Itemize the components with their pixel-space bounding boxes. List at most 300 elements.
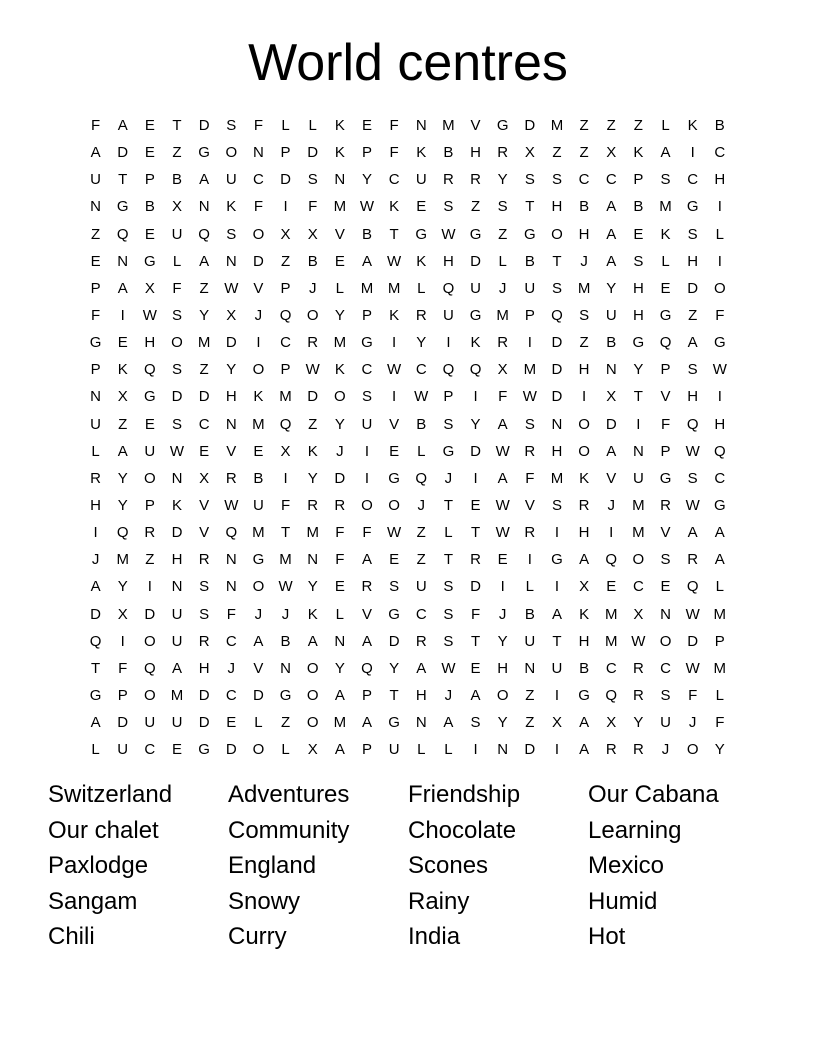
grid-letter: Z — [308, 415, 318, 433]
grid-letter: X — [117, 605, 128, 623]
grid-letter: R — [334, 497, 346, 515]
word-list-item: Hot — [588, 923, 626, 951]
grid-letter: B — [579, 659, 590, 677]
grid-letter: X — [226, 307, 237, 325]
grid-letter: S — [551, 279, 562, 297]
grid-letter: C — [280, 334, 291, 352]
grid-letter: A — [687, 524, 698, 542]
grid-letter: M — [333, 334, 347, 352]
grid-letter: L — [525, 578, 534, 596]
grid-letter: M — [170, 687, 184, 705]
grid-letter: E — [144, 144, 155, 162]
grid-letter: S — [226, 117, 237, 135]
grid-letter: M — [279, 388, 292, 406]
grid-letter: L — [254, 714, 263, 732]
grid-letter: D — [551, 361, 563, 379]
grid-letter: F — [253, 117, 263, 135]
grid-letter: A — [579, 714, 590, 732]
grid-letter: S — [171, 415, 182, 433]
grid-letter: C — [687, 171, 699, 189]
grid-letter: I — [120, 632, 125, 650]
grid-letter: O — [306, 307, 319, 325]
grid-letter: U — [524, 279, 536, 297]
grid-letter: R — [632, 741, 644, 759]
grid-letter: P — [524, 307, 535, 325]
grid-letter: E — [144, 117, 155, 135]
grid-letter: I — [527, 551, 532, 569]
grid-letter: F — [498, 388, 508, 406]
grid-letter: T — [525, 198, 535, 216]
grid-letter: M — [496, 307, 509, 325]
grid-letter: V — [361, 605, 372, 623]
grid-letter: U — [442, 307, 454, 325]
grid-letter: C — [225, 632, 237, 650]
grid-letter: N — [90, 198, 101, 216]
grid-letter: D — [171, 524, 183, 542]
grid-letter: U — [415, 171, 427, 189]
grid-letter: I — [283, 469, 288, 487]
grid-letter: H — [198, 659, 210, 677]
grid-letter: M — [550, 117, 564, 135]
grid-letter: Q — [551, 307, 563, 325]
grid-letter: S — [579, 307, 590, 325]
grid-letter: J — [580, 252, 588, 270]
grid-letter: B — [443, 144, 454, 162]
grid-letter: T — [633, 388, 643, 406]
grid-letter: Z — [579, 144, 589, 162]
grid-letter: B — [361, 225, 372, 243]
grid-letter: M — [632, 524, 645, 542]
grid-letter: G — [116, 198, 129, 216]
grid-letter: C — [578, 171, 590, 189]
grid-letter: J — [498, 279, 507, 297]
word-list-item: Sangam — [48, 887, 138, 915]
grid-letter: E — [334, 252, 345, 270]
grid-letter: R — [605, 741, 617, 759]
grid-letter: Q — [116, 524, 129, 542]
grid-letter: H — [551, 442, 563, 460]
grid-letter: G — [361, 334, 373, 352]
grid-letter: M — [604, 605, 618, 623]
grid-letter: Y — [117, 578, 128, 596]
grid-letter: P — [633, 171, 644, 189]
grid-letter: L — [444, 524, 453, 542]
word-list-item: Scones — [408, 852, 489, 880]
word-list-item: Community — [228, 816, 350, 844]
grid-letter: I — [609, 524, 614, 542]
grid-letter: I — [120, 307, 125, 325]
grid-letter: J — [498, 605, 507, 623]
grid-letter: N — [225, 415, 237, 433]
grid-letter: C — [415, 605, 427, 623]
grid-letter: G — [523, 225, 536, 243]
grid-letter: N — [605, 361, 617, 379]
grid-letter: P — [90, 361, 101, 379]
grid-letter: A — [199, 252, 210, 270]
grid-letter: T — [443, 497, 453, 515]
grid-letter: I — [500, 578, 505, 596]
grid-letter: Y — [307, 578, 318, 596]
grid-letter: T — [389, 687, 399, 705]
grid-letter: F — [118, 659, 128, 677]
grid-letter: B — [307, 252, 318, 270]
grid-letter: F — [90, 117, 101, 135]
grid-letter: A — [551, 605, 562, 623]
grid-letter: B — [144, 198, 155, 216]
grid-letter: R — [524, 442, 536, 460]
grid-letter: H — [687, 388, 699, 406]
grid-letter: B — [171, 171, 182, 189]
grid-letter: A — [334, 741, 345, 759]
word-list-item: England — [228, 852, 317, 880]
grid-letter: A — [606, 225, 617, 243]
word-list-item: Learning — [588, 816, 682, 844]
puzzle-title: World centres — [248, 34, 568, 92]
grid-letter: C — [714, 144, 726, 162]
grid-letter: A — [579, 551, 590, 569]
grid-letter: I — [554, 578, 560, 596]
grid-letter: A — [117, 117, 128, 135]
grid-letter: S — [307, 171, 318, 189]
grid-letter: L — [417, 741, 426, 759]
grid-letter: C — [225, 687, 237, 705]
grid-letter: W — [359, 198, 375, 216]
grid-letter: J — [91, 551, 100, 569]
grid-letter: G — [632, 334, 645, 352]
grid-letter: M — [333, 714, 347, 732]
grid-letter: V — [226, 442, 237, 460]
grid-letter: Q — [686, 415, 699, 433]
grid-letter: R — [198, 632, 210, 650]
grid-letter: V — [253, 279, 264, 297]
grid-letter: T — [172, 117, 182, 135]
grid-letter: M — [360, 279, 374, 297]
grid-letter: Y — [497, 632, 508, 650]
grid-letter: D — [144, 605, 156, 623]
grid-letter: N — [632, 442, 644, 460]
grid-letter: W — [169, 442, 185, 460]
grid-letter: Z — [90, 225, 101, 243]
grid-letter: N — [334, 171, 346, 189]
grid-letter: E — [389, 551, 400, 569]
grid-letter: M — [632, 497, 645, 515]
grid-letter: S — [226, 225, 237, 243]
grid-letter: A — [443, 714, 454, 732]
grid-letter: D — [307, 388, 319, 406]
grid-letter: T — [470, 632, 481, 650]
grid-letter: L — [335, 279, 344, 297]
word-list-item: Our chalet — [48, 816, 159, 844]
grid-letter: O — [578, 442, 590, 460]
grid-letter: Z — [416, 551, 426, 569]
grid-letter: V — [660, 524, 671, 542]
grid-letter: M — [333, 198, 347, 216]
grid-letter: O — [551, 225, 563, 243]
grid-letter: W — [278, 578, 293, 596]
grid-letter: I — [364, 469, 370, 487]
grid-letter: V — [389, 415, 400, 433]
grid-letter: W — [387, 361, 402, 379]
grid-letter: F — [715, 307, 725, 325]
grid-letter: Z — [579, 334, 589, 352]
grid-letter: O — [686, 741, 699, 759]
grid-letter: O — [659, 632, 672, 650]
grid-letter: H — [578, 632, 590, 650]
grid-letter: A — [361, 714, 372, 732]
grid-letter: X — [117, 388, 128, 406]
grid-letter: H — [714, 171, 726, 189]
grid-letter: C — [198, 415, 210, 433]
grid-letter: S — [443, 605, 454, 623]
grid-letter: X — [633, 605, 644, 623]
grid-letter: I — [473, 469, 478, 487]
grid-letter: T — [443, 551, 453, 569]
grid-letter: V — [660, 388, 671, 406]
grid-letter: G — [252, 551, 265, 569]
grid-letter: A — [497, 469, 508, 487]
grid-letter: A — [579, 741, 590, 759]
grid-letter: Q — [469, 361, 482, 379]
grid-letter: Z — [172, 144, 182, 162]
grid-letter: I — [473, 741, 478, 759]
letter-grid — [82, 112, 733, 763]
grid-letter: H — [144, 334, 156, 352]
grid-letter: G — [89, 334, 102, 352]
grid-letter: U — [415, 578, 427, 596]
grid-letter: V — [199, 497, 210, 515]
grid-letter: P — [90, 279, 101, 297]
grid-letter: R — [632, 659, 644, 677]
grid-letter: I — [582, 388, 587, 406]
grid-letter: P — [660, 361, 671, 379]
grid-letter: Z — [525, 687, 535, 705]
grid-letter: T — [389, 225, 399, 243]
grid-letter: Z — [280, 252, 291, 270]
grid-letter: S — [551, 171, 562, 189]
grid-letter: N — [280, 659, 291, 677]
grid-letter: P — [361, 307, 372, 325]
grid-letter: Q — [713, 442, 726, 460]
grid-letter: Z — [525, 714, 535, 732]
grid-letter: Y — [199, 307, 210, 325]
grid-letter: T — [552, 252, 562, 270]
grid-letter: J — [254, 605, 263, 623]
grid-letter: N — [551, 415, 563, 433]
grid-letter: Y — [226, 361, 237, 379]
grid-letter: H — [714, 415, 726, 433]
grid-letter: E — [144, 415, 155, 433]
grid-letter: R — [307, 497, 319, 515]
grid-letter: M — [252, 415, 265, 433]
grid-letter: O — [306, 687, 319, 705]
grid-letter: Y — [633, 714, 644, 732]
grid-letter: W — [441, 659, 456, 677]
grid-letter: A — [307, 632, 318, 650]
grid-letter: Q — [144, 361, 156, 379]
grid-letter: S — [443, 198, 454, 216]
grid-letter: E — [334, 578, 345, 596]
grid-letter: D — [334, 469, 346, 487]
grid-letter: F — [90, 307, 101, 325]
grid-letter: C — [144, 741, 156, 759]
grid-letter: N — [225, 578, 237, 596]
grid-letter: C — [252, 171, 264, 189]
grid-letter: O — [713, 279, 726, 297]
grid-letter: W — [495, 497, 510, 515]
grid-letter: D — [198, 388, 210, 406]
grid-letter: M — [442, 117, 455, 135]
grid-letter: Q — [361, 659, 373, 677]
grid-letter: R — [225, 469, 237, 487]
grid-letter: D — [524, 741, 536, 759]
grid-letter: L — [715, 225, 724, 243]
grid-letter: B — [280, 632, 291, 650]
grid-letter: I — [554, 687, 560, 705]
grid-letter: A — [361, 551, 372, 569]
grid-letter: Y — [334, 659, 345, 677]
grid-letter: Y — [334, 415, 345, 433]
grid-letter: C — [714, 469, 726, 487]
grid-letter: N — [171, 578, 183, 596]
grid-letter: T — [280, 524, 291, 542]
grid-letter: R — [470, 171, 481, 189]
grid-letter: Z — [688, 307, 698, 325]
grid-letter: T — [552, 632, 562, 650]
grid-letter: H — [497, 659, 509, 677]
grid-letter: R — [90, 469, 101, 487]
grid-letter: E — [226, 714, 237, 732]
grid-letter: W — [685, 442, 700, 460]
word-list-item: Switzerland — [48, 781, 173, 808]
grid-letter: F — [226, 605, 236, 623]
grid-letter: I — [717, 198, 722, 216]
grid-letter: W — [712, 361, 727, 379]
grid-letter: P — [280, 361, 291, 379]
grid-letter: D — [687, 279, 699, 297]
grid-letter: N — [225, 252, 237, 270]
grid-letter: G — [279, 687, 292, 705]
grid-letter: U — [605, 307, 617, 325]
grid-letter: K — [579, 469, 590, 487]
grid-letter: Q — [442, 279, 455, 297]
grid-letter: D — [90, 605, 101, 623]
grid-letter: A — [90, 714, 101, 732]
grid-letter: P — [361, 144, 372, 162]
grid-letter: K — [334, 144, 345, 162]
grid-letter: R — [470, 551, 481, 569]
grid-letter: S — [470, 714, 481, 732]
word-list-item: Mexico — [588, 852, 665, 880]
grid-letter: L — [444, 741, 453, 759]
grid-letter: X — [606, 144, 617, 162]
grid-letter: B — [579, 198, 590, 216]
grid-letter: F — [715, 714, 725, 732]
word-list-item: Adventures — [228, 781, 350, 808]
grid-letter: X — [606, 714, 617, 732]
grid-letter: P — [117, 687, 128, 705]
grid-letter: N — [225, 551, 237, 569]
grid-letter: D — [470, 442, 481, 460]
grid-letter: R — [497, 334, 509, 352]
grid-letter: U — [144, 714, 156, 732]
grid-letter: V — [253, 659, 264, 677]
grid-letter: H — [90, 497, 101, 515]
grid-letter: Z — [145, 551, 155, 569]
grid-letter: H — [578, 361, 590, 379]
grid-letter: X — [280, 442, 291, 460]
grid-letter: A — [687, 334, 698, 352]
grid-letter: V — [470, 117, 481, 135]
grid-letter: V — [524, 497, 535, 515]
grid-letter: D — [551, 334, 563, 352]
grid-letter: U — [524, 632, 536, 650]
grid-letter: A — [253, 632, 264, 650]
word-list-item: Chocolate — [408, 816, 517, 844]
grid-letter: F — [253, 198, 263, 216]
grid-letter: C — [415, 361, 427, 379]
grid-letter: R — [361, 578, 373, 596]
grid-letter: S — [660, 551, 671, 569]
grid-letter: K — [389, 198, 400, 216]
grid-letter: D — [225, 334, 237, 352]
grid-letter: E — [633, 225, 644, 243]
grid-letter: I — [392, 334, 397, 352]
grid-letter: H — [470, 144, 481, 162]
grid-letter: S — [633, 252, 644, 270]
grid-letter: G — [713, 334, 726, 352]
grid-letter: K — [226, 198, 237, 216]
grid-letter: G — [713, 497, 726, 515]
grid-letter: G — [469, 307, 482, 325]
grid-letter: R — [144, 524, 156, 542]
grid-letter: R — [415, 632, 427, 650]
grid-letter: I — [690, 144, 695, 162]
grid-letter: S — [389, 578, 400, 596]
grid-letter: R — [442, 171, 454, 189]
grid-letter: D — [388, 632, 400, 650]
grid-letter: J — [281, 605, 290, 623]
grid-letter: Y — [606, 279, 617, 297]
grid-letter: O — [388, 497, 400, 515]
grid-letter: M — [713, 659, 727, 677]
grid-letter: M — [387, 279, 401, 297]
grid-letter: O — [144, 687, 156, 705]
grid-letter: Q — [279, 307, 292, 325]
grid-letter: J — [444, 687, 453, 705]
grid-letter: U — [144, 442, 156, 460]
grid-letter: U — [660, 714, 671, 732]
grid-letter: G — [659, 469, 672, 487]
grid-letter: I — [392, 388, 397, 406]
grid-letter: J — [688, 714, 697, 732]
grid-letter: N — [198, 198, 210, 216]
grid-letter: G — [469, 225, 482, 243]
grid-letter: K — [579, 605, 590, 623]
grid-letter: C — [632, 578, 644, 596]
grid-letter: C — [605, 659, 617, 677]
word-list — [48, 777, 768, 955]
grid-letter: S — [524, 415, 535, 433]
grid-letter: G — [578, 687, 590, 705]
grid-letter: U — [90, 171, 101, 189]
grid-letter: T — [118, 171, 128, 189]
grid-letter: W — [522, 388, 537, 406]
grid-letter: E — [253, 442, 264, 460]
word-list-item: Snowy — [228, 887, 301, 915]
grid-letter: E — [117, 334, 128, 352]
grid-letter: O — [306, 714, 319, 732]
grid-letter: Y — [334, 307, 345, 325]
